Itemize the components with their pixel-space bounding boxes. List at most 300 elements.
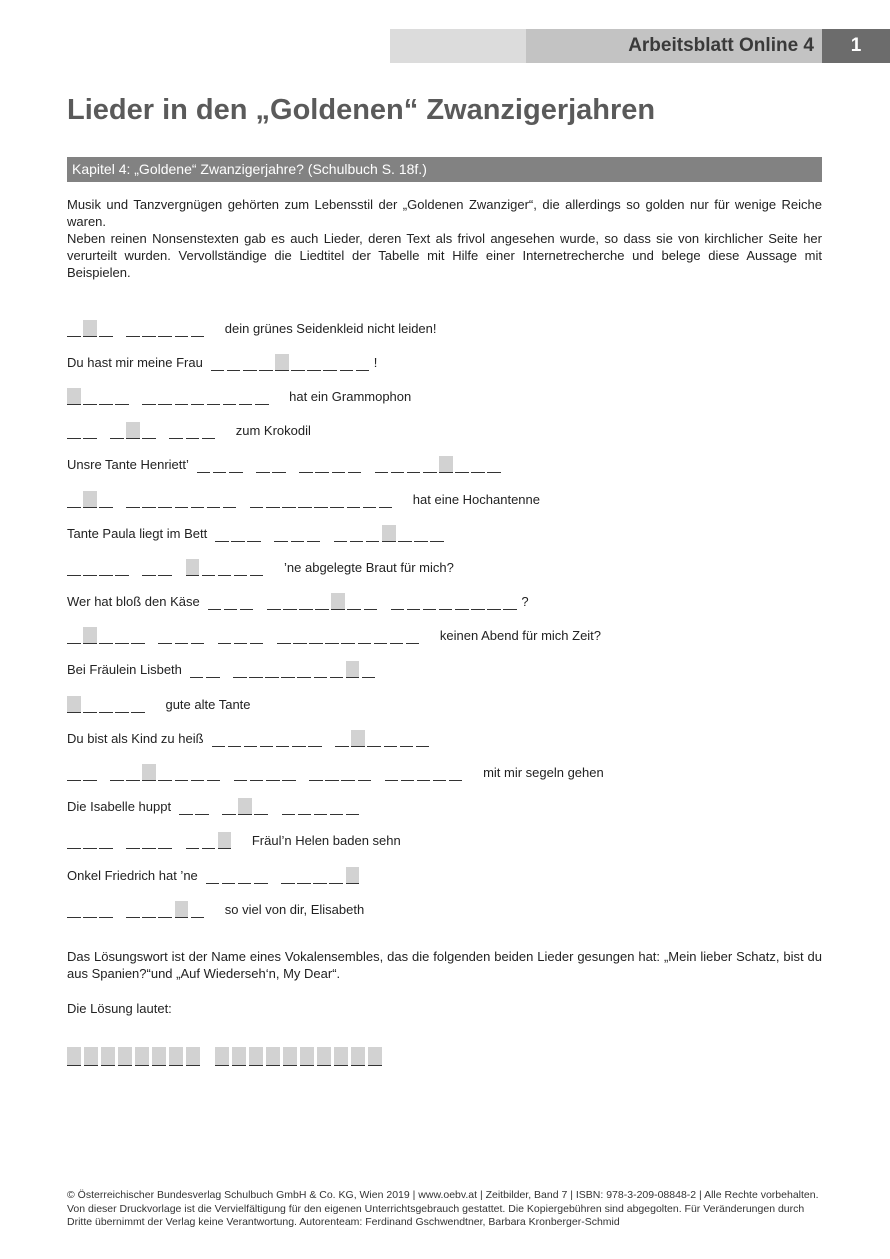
letter-slot[interactable]	[191, 901, 205, 918]
letter-slot[interactable]	[282, 798, 296, 815]
blank-word	[208, 593, 256, 610]
letter-slot[interactable]	[313, 867, 327, 884]
letter-slot[interactable]	[291, 354, 305, 371]
letter-slot[interactable]	[99, 696, 113, 713]
letter-slot[interactable]	[423, 456, 437, 473]
blank-word	[126, 901, 206, 918]
solution-letter-box[interactable]	[186, 1047, 200, 1066]
highlighted-letter-slot[interactable]	[67, 696, 81, 713]
letter-slot[interactable]	[250, 491, 264, 508]
letter-slot[interactable]	[195, 798, 209, 815]
letter-slot[interactable]	[366, 525, 380, 542]
letter-slot[interactable]	[207, 388, 221, 405]
letter-slot[interactable]	[297, 867, 311, 884]
letter-slot[interactable]	[175, 764, 189, 781]
letter-slot[interactable]	[276, 730, 290, 747]
letter-slot[interactable]	[398, 525, 412, 542]
letter-slot[interactable]	[439, 593, 453, 610]
letter-slot[interactable]	[67, 559, 81, 576]
letter-slot[interactable]	[384, 730, 398, 747]
row-lead-text: Onkel Friedrich hat ’ne	[67, 867, 198, 883]
letter-slot[interactable]	[227, 354, 241, 371]
letter-slot[interactable]	[256, 456, 270, 473]
solution-letter-box[interactable]	[232, 1047, 246, 1066]
letter-slot[interactable]	[247, 525, 261, 542]
blank-word	[186, 832, 234, 849]
letter-slot[interactable]	[471, 456, 485, 473]
letter-slot[interactable]	[314, 661, 328, 678]
highlighted-letter-slot[interactable]	[351, 730, 365, 747]
letter-slot[interactable]	[211, 354, 225, 371]
letter-slot[interactable]	[358, 764, 372, 781]
highlighted-letter-slot[interactable]	[382, 525, 396, 542]
letter-slot[interactable]	[126, 764, 140, 781]
letter-slot[interactable]	[430, 525, 444, 542]
header-band-light	[390, 29, 526, 63]
letter-slot[interactable]	[379, 491, 393, 508]
letter-slot[interactable]	[191, 388, 205, 405]
letter-slot[interactable]	[487, 456, 501, 473]
row-tail-text: hat ein Grammophon	[289, 388, 412, 404]
solution-boxes	[67, 1047, 385, 1066]
letter-slot[interactable]	[281, 661, 295, 678]
letter-slot[interactable]	[158, 627, 172, 644]
blank-word	[222, 798, 270, 815]
letter-slot[interactable]	[142, 832, 156, 849]
letter-slot[interactable]	[347, 593, 361, 610]
letter-slot[interactable]	[238, 867, 252, 884]
letter-slot[interactable]	[191, 320, 205, 337]
highlighted-letter-slot[interactable]	[142, 764, 156, 781]
letter-slot[interactable]	[293, 627, 307, 644]
letter-slot[interactable]	[291, 525, 305, 542]
letter-slot[interactable]	[309, 627, 323, 644]
page-title: Lieder in den „Goldenen“ Zwanzigerjahren	[67, 94, 656, 126]
highlighted-letter-slot[interactable]	[275, 354, 289, 371]
letter-slot[interactable]	[175, 491, 189, 508]
letter-slot[interactable]	[99, 491, 113, 508]
letter-slot[interactable]	[314, 491, 328, 508]
letter-slot[interactable]	[283, 593, 297, 610]
blank-word	[126, 320, 206, 337]
letter-slot[interactable]	[126, 491, 140, 508]
letter-slot[interactable]	[67, 422, 81, 439]
letter-slot[interactable]	[239, 388, 253, 405]
letter-slot[interactable]	[115, 627, 129, 644]
letter-slot[interactable]	[299, 456, 313, 473]
letter-slot[interactable]	[314, 798, 328, 815]
letter-slot[interactable]	[260, 730, 274, 747]
letter-slot[interactable]	[218, 559, 232, 576]
letter-slot[interactable]	[158, 764, 172, 781]
blank-word	[67, 491, 115, 508]
letter-slot[interactable]	[390, 627, 404, 644]
letter-slot[interactable]	[341, 764, 355, 781]
letter-slot[interactable]	[330, 661, 344, 678]
chapter-heading: Kapitel 4: „Goldene“ Zwanzigerjahre? (Schulbuch S. 18f.)	[67, 157, 822, 182]
letter-slot[interactable]	[110, 764, 124, 781]
row-tail-text: so viel von dir, Elisabeth	[224, 901, 365, 917]
letter-slot[interactable]	[254, 867, 268, 884]
solution-letter-box[interactable]	[152, 1047, 166, 1066]
letter-slot[interactable]	[131, 627, 145, 644]
highlighted-letter-slot[interactable]	[175, 901, 189, 918]
blank-word	[309, 764, 373, 781]
letter-slot[interactable]	[503, 593, 517, 610]
letter-slot[interactable]	[406, 627, 420, 644]
letter-slot[interactable]	[350, 525, 364, 542]
letter-slot[interactable]	[266, 491, 280, 508]
letter-slot[interactable]	[67, 627, 81, 644]
puzzle-row	[67, 858, 827, 892]
letter-slot[interactable]	[126, 320, 140, 337]
letter-slot[interactable]	[190, 661, 204, 678]
solution-letter-box[interactable]	[249, 1047, 263, 1066]
letter-slot[interactable]	[298, 798, 312, 815]
letter-slot[interactable]	[346, 798, 360, 815]
letter-slot[interactable]	[400, 730, 414, 747]
letter-slot[interactable]	[375, 456, 389, 473]
letter-slot[interactable]	[364, 593, 378, 610]
letter-slot[interactable]	[334, 525, 348, 542]
letter-slot[interactable]	[212, 730, 226, 747]
blank-word	[67, 764, 99, 781]
letter-slot[interactable]	[229, 456, 243, 473]
highlighted-letter-slot[interactable]	[67, 388, 81, 405]
solution-letter-box[interactable]	[215, 1047, 229, 1066]
blank-word	[299, 456, 363, 473]
letter-slot[interactable]	[142, 491, 156, 508]
letter-slot[interactable]	[259, 354, 273, 371]
letter-slot[interactable]	[158, 559, 172, 576]
letter-slot[interactable]	[115, 559, 129, 576]
letter-slot[interactable]	[208, 593, 222, 610]
letter-slot[interactable]	[299, 593, 313, 610]
row-tail-text: !	[373, 354, 378, 370]
letter-slot[interactable]	[206, 867, 220, 884]
highlighted-letter-slot[interactable]	[83, 627, 97, 644]
highlighted-letter-slot[interactable]	[346, 867, 360, 884]
letter-slot[interactable]	[223, 491, 237, 508]
letter-slot[interactable]	[330, 491, 344, 508]
blank-word	[142, 388, 271, 405]
solution-letter-box[interactable]	[118, 1047, 132, 1066]
letter-slot[interactable]	[67, 320, 81, 337]
letter-slot[interactable]	[449, 764, 463, 781]
letter-slot[interactable]	[374, 627, 388, 644]
letter-slot[interactable]	[215, 525, 229, 542]
blank-word	[391, 593, 520, 610]
letter-slot[interactable]	[234, 559, 248, 576]
letter-slot[interactable]	[416, 730, 430, 747]
letter-slot[interactable]	[423, 593, 437, 610]
row-tail-text: ’ne abgelegte Braut für mich?	[284, 559, 454, 575]
blank-word	[126, 491, 239, 508]
row-tail-text: mit mir segeln gehen	[483, 765, 604, 781]
letter-slot[interactable]	[385, 764, 399, 781]
letter-slot[interactable]	[67, 901, 81, 918]
letter-slot[interactable]	[347, 491, 361, 508]
letter-slot[interactable]	[99, 627, 113, 644]
row-lead-text: Du bist als Kind zu heiß	[67, 730, 204, 746]
letter-slot[interactable]	[309, 764, 323, 781]
letter-slot[interactable]	[67, 764, 81, 781]
letter-slot[interactable]	[266, 764, 280, 781]
letter-slot[interactable]	[292, 730, 306, 747]
letter-slot[interactable]	[401, 764, 415, 781]
puzzle-row	[67, 311, 827, 345]
letter-slot[interactable]	[362, 661, 376, 678]
letter-slot[interactable]	[272, 456, 286, 473]
letter-slot[interactable]	[244, 730, 258, 747]
letter-slot[interactable]	[297, 661, 311, 678]
highlighted-letter-slot[interactable]	[331, 593, 345, 610]
blank-word	[67, 320, 115, 337]
letter-slot[interactable]	[213, 456, 227, 473]
letter-slot[interactable]	[234, 764, 248, 781]
intro-text	[67, 196, 822, 281]
blank-word	[211, 354, 372, 371]
letter-slot[interactable]	[250, 627, 264, 644]
highlighted-letter-slot[interactable]	[126, 422, 140, 439]
letter-slot[interactable]	[325, 627, 339, 644]
row-lead-text: Wer hat bloß den Käse	[67, 594, 200, 610]
letter-slot[interactable]	[455, 456, 469, 473]
letter-slot[interactable]	[158, 901, 172, 918]
blank-word	[67, 559, 131, 576]
letter-slot[interactable]	[115, 696, 129, 713]
solution-letter-box[interactable]	[317, 1047, 331, 1066]
letter-slot[interactable]	[142, 559, 156, 576]
letter-slot[interactable]	[250, 559, 264, 576]
letter-slot[interactable]	[307, 525, 321, 542]
blank-word	[197, 456, 245, 473]
letter-slot[interactable]	[202, 832, 216, 849]
letter-slot[interactable]	[455, 593, 469, 610]
letter-slot[interactable]	[348, 456, 362, 473]
letter-slot[interactable]	[243, 354, 257, 371]
letter-slot[interactable]	[471, 593, 485, 610]
letter-slot[interactable]	[126, 832, 140, 849]
solution-letter-box[interactable]	[300, 1047, 314, 1066]
letter-slot[interactable]	[228, 730, 242, 747]
solution-letter-box[interactable]	[169, 1047, 183, 1066]
letter-slot[interactable]	[277, 627, 291, 644]
letter-slot[interactable]	[315, 593, 329, 610]
letter-slot[interactable]	[83, 696, 97, 713]
row-lead-text: Die Isabelle huppt	[67, 799, 172, 815]
letter-slot[interactable]	[487, 593, 501, 610]
letter-slot[interactable]	[175, 320, 189, 337]
letter-slot[interactable]	[254, 798, 268, 815]
letter-slot[interactable]	[249, 661, 263, 678]
letter-slot[interactable]	[83, 764, 97, 781]
letter-slot[interactable]	[142, 320, 156, 337]
blank-word	[110, 764, 223, 781]
letter-slot[interactable]	[223, 388, 237, 405]
letter-slot[interactable]	[99, 832, 113, 849]
puzzle-row	[67, 550, 827, 584]
letter-slot[interactable]	[340, 354, 354, 371]
letter-slot[interactable]	[142, 388, 156, 405]
letter-slot[interactable]	[407, 593, 421, 610]
blank-word	[233, 661, 378, 678]
puzzle-row	[67, 619, 827, 653]
solution-letter-box[interactable]	[266, 1047, 280, 1066]
letter-slot[interactable]	[126, 901, 140, 918]
letter-slot[interactable]	[407, 456, 421, 473]
letter-slot[interactable]	[363, 491, 377, 508]
letter-slot[interactable]	[202, 559, 216, 576]
letter-slot[interactable]	[282, 491, 296, 508]
letter-slot[interactable]	[367, 730, 381, 747]
letter-slot[interactable]	[83, 388, 97, 405]
puzzle-row	[67, 824, 827, 858]
row-tail-text: zum Krokodil	[235, 423, 311, 439]
blank-word	[274, 525, 322, 542]
letter-slot[interactable]	[202, 422, 216, 439]
row-tail-text: gute alte Tante	[165, 696, 251, 712]
letter-slot[interactable]	[234, 627, 248, 644]
letter-slot[interactable]	[329, 867, 343, 884]
letter-slot[interactable]	[323, 354, 337, 371]
letter-slot[interactable]	[197, 456, 211, 473]
letter-slot[interactable]	[83, 559, 97, 576]
letter-slot[interactable]	[175, 627, 189, 644]
letter-slot[interactable]	[83, 422, 97, 439]
letter-slot[interactable]	[224, 593, 238, 610]
row-lead-text: Unsre Tante Henriett’	[67, 457, 189, 473]
letter-slot[interactable]	[250, 764, 264, 781]
letter-slot[interactable]	[191, 491, 205, 508]
letter-slot[interactable]	[169, 422, 183, 439]
solution-letter-box[interactable]	[351, 1047, 365, 1066]
letter-slot[interactable]	[191, 764, 205, 781]
letter-slot[interactable]	[307, 354, 321, 371]
highlighted-letter-slot[interactable]	[439, 456, 453, 473]
letter-slot[interactable]	[158, 320, 172, 337]
letter-slot[interactable]	[158, 388, 172, 405]
solution-letter-box[interactable]	[135, 1047, 149, 1066]
blank-word	[206, 867, 270, 884]
letter-slot[interactable]	[240, 593, 254, 610]
blank-word	[282, 798, 362, 815]
blank-word	[67, 832, 115, 849]
solution-letter-box[interactable]	[283, 1047, 297, 1066]
blank-word	[110, 422, 158, 439]
highlighted-letter-slot[interactable]	[186, 559, 200, 576]
letter-slot[interactable]	[255, 388, 269, 405]
solution-letter-box[interactable]	[368, 1047, 382, 1066]
puzzle-row	[67, 482, 827, 516]
letter-slot[interactable]	[391, 593, 405, 610]
letter-slot[interactable]	[99, 388, 113, 405]
letter-slot[interactable]	[325, 764, 339, 781]
letter-slot[interactable]	[233, 661, 247, 678]
letter-slot[interactable]	[335, 730, 349, 747]
highlighted-letter-slot[interactable]	[83, 320, 97, 337]
solution-label: Die Lösung lautet:	[67, 1001, 172, 1016]
letter-slot[interactable]	[99, 901, 113, 918]
letter-slot[interactable]	[83, 901, 97, 918]
letter-slot[interactable]	[142, 901, 156, 918]
letter-slot[interactable]	[110, 422, 124, 439]
solution-letter-box[interactable]	[84, 1047, 98, 1066]
letter-slot[interactable]	[315, 456, 329, 473]
letter-slot[interactable]	[222, 798, 236, 815]
puzzle-row	[67, 790, 827, 824]
blank-word	[212, 730, 325, 747]
letter-slot[interactable]	[158, 832, 172, 849]
letter-slot[interactable]	[207, 491, 221, 508]
blank-word	[179, 798, 211, 815]
letter-slot[interactable]	[186, 422, 200, 439]
blank-word	[385, 764, 465, 781]
letter-slot[interactable]	[231, 525, 245, 542]
letter-slot[interactable]	[222, 867, 236, 884]
letter-slot[interactable]	[433, 764, 447, 781]
solution-letter-box[interactable]	[334, 1047, 348, 1066]
highlighted-letter-slot[interactable]	[218, 832, 232, 849]
letter-slot[interactable]	[282, 764, 296, 781]
letter-slot[interactable]	[281, 867, 295, 884]
letter-slot[interactable]	[67, 491, 81, 508]
letter-slot[interactable]	[218, 627, 232, 644]
letter-slot[interactable]	[67, 832, 81, 849]
letter-slot[interactable]	[274, 525, 288, 542]
letter-slot[interactable]	[358, 627, 372, 644]
letter-slot[interactable]	[332, 456, 346, 473]
letter-slot[interactable]	[267, 593, 281, 610]
solution-letter-box[interactable]	[67, 1047, 81, 1066]
letter-slot[interactable]	[83, 832, 97, 849]
letter-slot[interactable]	[131, 696, 145, 713]
letter-slot[interactable]	[99, 559, 113, 576]
letter-slot[interactable]	[391, 456, 405, 473]
letter-slot[interactable]	[417, 764, 431, 781]
letter-slot[interactable]	[308, 730, 322, 747]
puzzle-row	[67, 721, 827, 755]
row-tail-text: Fräul’n Helen baden sehn	[251, 833, 401, 849]
puzzle-row	[67, 892, 827, 926]
letter-slot[interactable]	[207, 764, 221, 781]
highlighted-letter-slot[interactable]	[238, 798, 252, 815]
letter-slot[interactable]	[158, 491, 172, 508]
blank-word	[190, 661, 222, 678]
letter-slot[interactable]	[99, 320, 113, 337]
letter-slot[interactable]	[341, 627, 355, 644]
highlighted-letter-slot[interactable]	[83, 491, 97, 508]
blank-word	[215, 525, 263, 542]
letter-slot[interactable]	[191, 627, 205, 644]
letter-slot[interactable]	[330, 798, 344, 815]
letter-slot[interactable]	[115, 388, 129, 405]
intro-paragraph-1: Musik und Tanzvergnügen gehörten zum Lebensstil der „Goldenen Zwanziger“, die allerdings so golden nur für wenige Reiche waren.	[67, 197, 822, 229]
letter-slot[interactable]	[265, 661, 279, 678]
letter-slot[interactable]	[186, 832, 200, 849]
letter-slot[interactable]	[356, 354, 370, 371]
solution-letter-box[interactable]	[101, 1047, 115, 1066]
letter-slot[interactable]	[175, 388, 189, 405]
puzzle-row	[67, 379, 827, 413]
letter-slot[interactable]	[206, 661, 220, 678]
letter-slot[interactable]	[179, 798, 193, 815]
letter-slot[interactable]	[414, 525, 428, 542]
highlighted-letter-slot[interactable]	[346, 661, 360, 678]
intro-paragraph-2: Neben reinen Nonsenstexten gab es auch Lieder, deren Text als frivol angesehen wurde, so dass sie von kirchlicher Seite her verurteilt wurden. Vervollständige die Liedtitel der Tabelle mit Hilfe einer Internetrecherche und belege diese Aussage mit Beispielen.	[67, 231, 822, 280]
letter-slot[interactable]	[142, 422, 156, 439]
letter-slot[interactable]	[298, 491, 312, 508]
